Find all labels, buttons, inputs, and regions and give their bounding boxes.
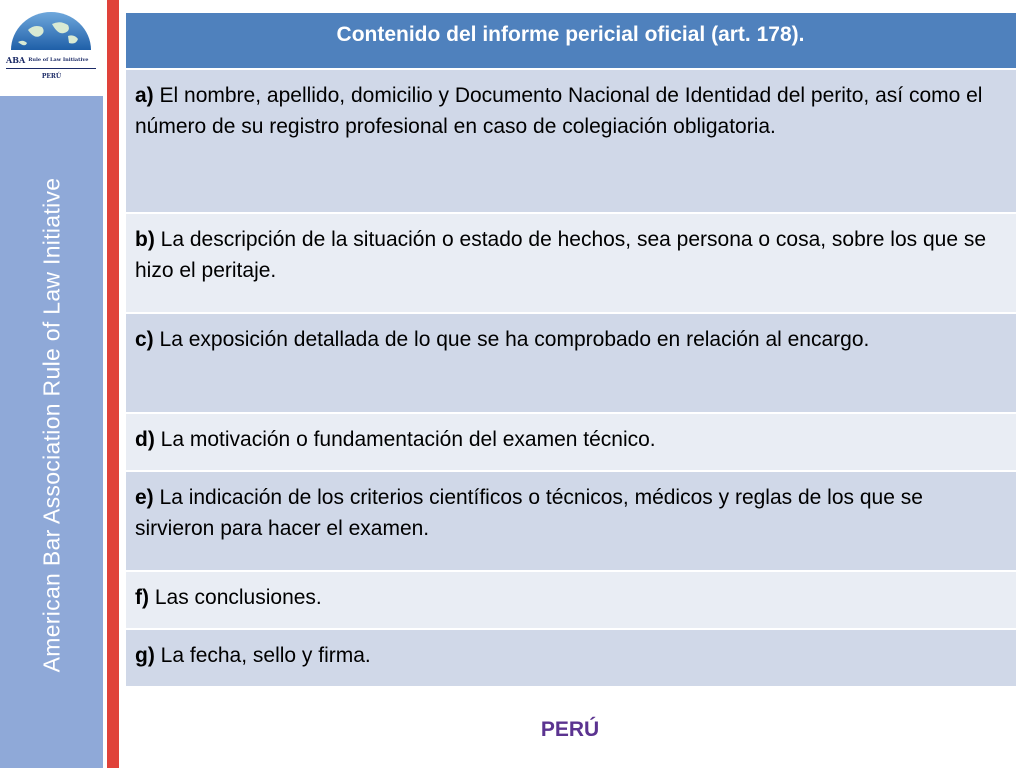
row-letter: d): [135, 428, 155, 451]
logo-country: PERÚ: [41, 73, 62, 80]
footer-country: PERÚ: [540, 718, 600, 741]
sidebar-divider-red: [107, 0, 119, 768]
logo-org-text: Rule of Law Initiative: [28, 57, 89, 63]
row-letter: a): [135, 84, 154, 107]
aba-logo: [0, 0, 103, 96]
table-row-f: [126, 572, 1016, 630]
aba-mark: ABA: [6, 55, 26, 65]
row-text: La fecha, sello y firma.: [154, 644, 371, 667]
table-row-e: [126, 472, 1016, 572]
row-letter: b): [135, 228, 155, 251]
row-letter: c): [135, 328, 154, 351]
row-letter: e): [135, 486, 154, 509]
logo-divider: [6, 68, 96, 69]
sidebar-vertical-title: American Bar Association Rule of Law Initiative: [38, 177, 65, 673]
table-row-c: [126, 314, 1016, 414]
row-text: La exposición detallada de lo que se ha comprobado en relación al encargo.: [153, 328, 870, 351]
row-text: La motivación o fundamentación del examen técnico.: [154, 428, 656, 451]
content-table: [126, 13, 1016, 688]
globe-icon: [8, 10, 94, 50]
row-text: Las conclusiones.: [149, 586, 322, 609]
table-row-g: [126, 630, 1016, 688]
row-text: La indicación de los criterios científicos o técnicos, médicos y reglas de los que se sirvieron para hacer el examen.: [135, 486, 923, 540]
row-text: El nombre, apellido, domicilio y Documento Nacional de Identidad del perito, así como el número de su registro profesional en caso de colegiación obligatoria.: [135, 84, 983, 138]
row-letter: f): [135, 586, 149, 609]
logo-org-line: [6, 53, 96, 67]
table-row-b: [126, 214, 1016, 314]
row-letter: g): [135, 644, 155, 667]
table-header: Contenido del informe pericial oficial (art. 178).: [126, 13, 1016, 70]
table-row-a: [126, 70, 1016, 214]
table-row-d: [126, 414, 1016, 472]
row-text: La descripción de la situación o estado de hechos, sea persona o cosa, sobre los que se hizo el peritaje.: [135, 228, 987, 282]
left-sidebar: [0, 0, 103, 768]
